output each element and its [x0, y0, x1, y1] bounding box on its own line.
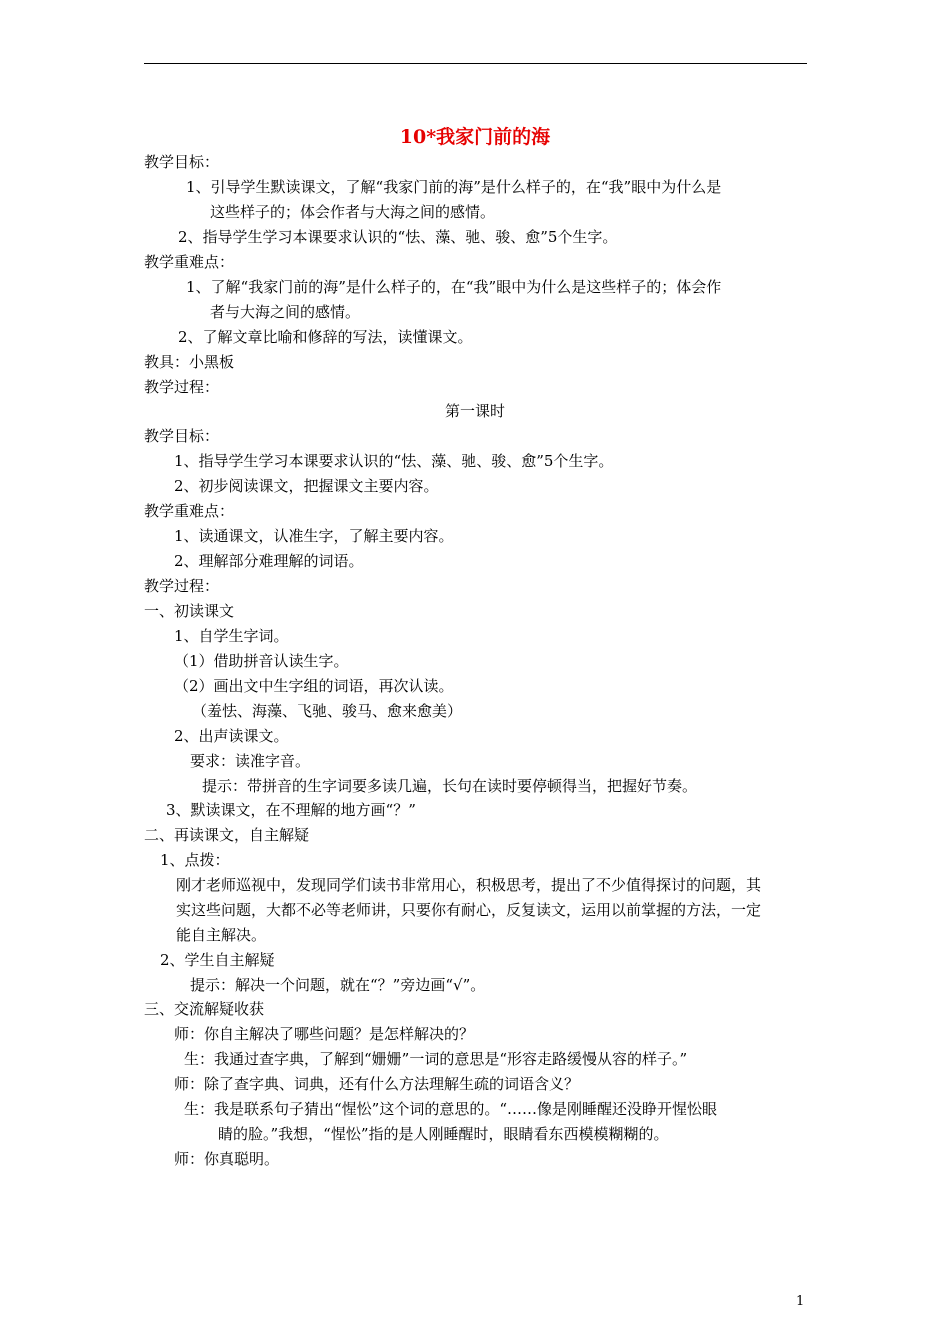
text-line: 教学过程：	[144, 577, 220, 595]
text-line: 1、点拨：	[160, 851, 230, 869]
text-line: 师：除了查字典、词典，还有什么方法理解生疏的词语含义？	[174, 1075, 580, 1093]
text-line: （羞怯、海藻、飞驰、骏马、愈来愈美）	[192, 702, 463, 720]
text-line: 生：我是联系句子猜出“惺忪”这个词的意思的。“……像是刚睡醒还没睁开惺忪眼	[184, 1100, 718, 1118]
text-line: 2、出声读课文。	[174, 727, 289, 745]
text-line: 教具：小黑板	[144, 353, 235, 371]
text-line: 教学目标：	[144, 427, 220, 445]
text-line: 者与大海之间的感情。	[210, 303, 361, 321]
text-line: 要求：读准字音。	[190, 752, 311, 770]
lesson-heading: 第一课时	[444, 402, 505, 420]
page-number: 1	[796, 1294, 805, 1309]
text-line: 1、引导学生默读课文，了解“我家门前的海”是什么样子的，在“我”眼中为什么是	[186, 178, 722, 196]
header-rule	[144, 63, 807, 64]
text-line: 教学目标：	[144, 153, 220, 171]
text-line: 师：你自主解决了哪些问题？是怎样解决的？	[174, 1025, 475, 1043]
text-line: 实这些问题，大都不必等老师讲，只要你有耐心，反复读文，运用以前掌握的方法，一定	[176, 901, 762, 919]
text-line: 1、了解“我家门前的海”是什么样子的，在“我”眼中为什么是这些样子的；体会作	[186, 278, 722, 296]
text-line: 2、初步阅读课文，把握课文主要内容。	[174, 477, 439, 495]
text-line: 2、学生自主解疑	[160, 951, 275, 969]
text-line: 1、指导学生学习本课要求认识的“怯、藻、驰、骏、愈”5个生字。	[174, 452, 614, 470]
section-heading: 一、初读课文	[144, 602, 235, 620]
text-line: （1）借助拼音认读生字。	[174, 652, 349, 670]
text-line: 2、指导学生学习本课要求认识的“怯、藻、驰、骏、愈”5个生字。	[178, 228, 618, 246]
text-line: 睛的脸。”我想，“惺忪”指的是人刚睡醒时，眼睛看东西模模糊糊的。	[218, 1125, 669, 1143]
text-line: 1、自学生字词。	[174, 627, 289, 645]
text-line: 教学重难点：	[144, 253, 235, 271]
text-line: 生：我通过查字典，了解到“姗姗”一词的意思是“形容走路缓慢从容的样子。”	[184, 1050, 688, 1068]
text-line: 2、理解部分难理解的词语。	[174, 552, 364, 570]
text-line: 能自主解决。	[176, 926, 267, 944]
text-line: 2、了解文章比喻和修辞的写法，读懂课文。	[178, 328, 473, 346]
document-title: 10*我家门前的海	[399, 126, 551, 148]
text-line: 提示：解决一个问题，就在“？”旁边画“√”。	[190, 976, 486, 994]
text-line: 教学过程：	[144, 378, 220, 396]
text-line: 刚才老师巡视中，发现同学们读书非常用心，积极思考，提出了不少值得探讨的问题，其	[176, 876, 762, 894]
text-line: 3、默读课文，在不理解的地方画“？”	[166, 801, 416, 819]
text-line: （2）画出文中生字组的词语，再次认读。	[174, 677, 454, 695]
section-heading: 二、再读课文，自主解疑	[144, 826, 310, 844]
section-heading: 三、交流解疑收获	[144, 1000, 265, 1018]
text-line: 师：你真聪明。	[174, 1150, 280, 1168]
text-line: 提示：带拼音的生字词要多读几遍，长句在读时要停顿得当，把握好节奏。	[202, 777, 698, 795]
text-line: 教学重难点：	[144, 502, 235, 520]
text-line: 这些样子的；体会作者与大海之间的感情。	[210, 203, 496, 221]
text-line: 1、读通课文，认准生字，了解主要内容。	[174, 527, 454, 545]
